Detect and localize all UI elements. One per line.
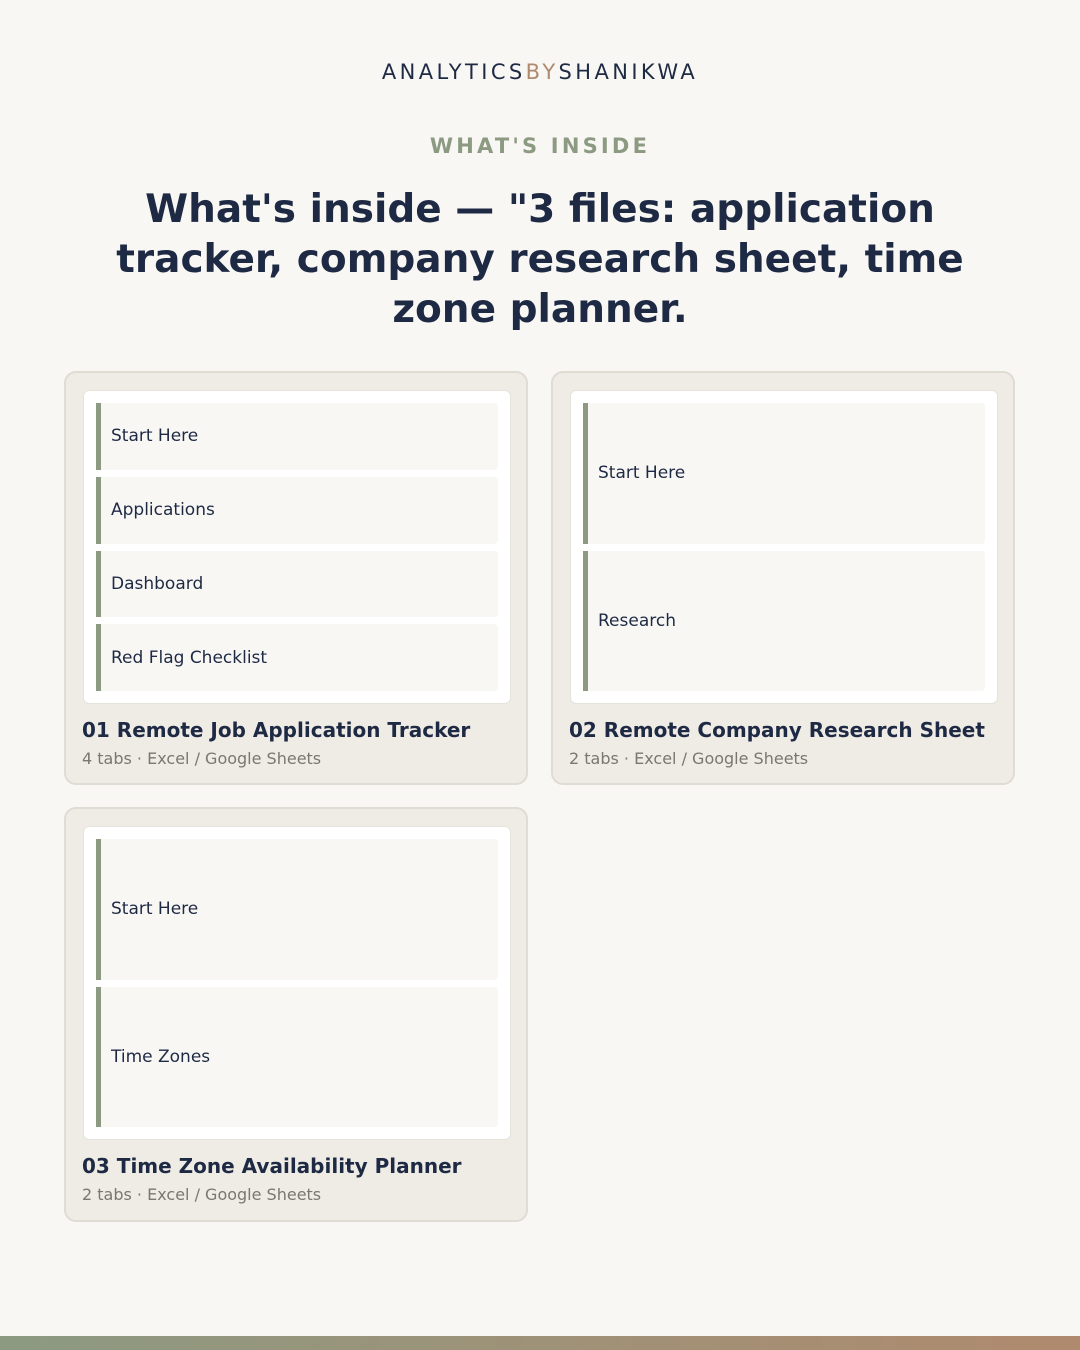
sheet-tab: Research	[583, 551, 985, 692]
tab-preview	[83, 826, 511, 1140]
sheet-tab: Start Here	[583, 403, 985, 544]
file-title: 01 Remote Job Application Tracker	[82, 718, 471, 742]
sheet-tab: Start Here	[96, 839, 498, 980]
file-card-2	[551, 371, 1015, 785]
file-subtitle: 2 tabs · Excel / Google Sheets	[569, 749, 809, 768]
section-eyebrow: WHAT'S INSIDE	[429, 134, 651, 158]
page-title: What's inside — "3 files: application tracker, company research sheet, time zone planner.	[116, 187, 964, 332]
brand-wordmark	[0, 60, 1080, 84]
sheet-tab: Dashboard	[96, 551, 498, 618]
file-title: 03 Time Zone Availability Planner	[82, 1154, 462, 1178]
gradient-footer-bar	[0, 1336, 1080, 1350]
brand-part-2: BY	[525, 60, 559, 84]
file-subtitle: 2 tabs · Excel / Google Sheets	[82, 1185, 322, 1204]
sheet-tab: Applications	[96, 477, 498, 544]
sheet-tab: Start Here	[96, 403, 498, 470]
file-title: 02 Remote Company Research Sheet	[569, 718, 985, 742]
file-card-1	[64, 371, 528, 785]
tab-preview	[83, 390, 511, 704]
tab-preview	[570, 390, 998, 704]
brand-part-3: SHANIKWA	[558, 60, 699, 84]
file-subtitle: 4 tabs · Excel / Google Sheets	[82, 749, 322, 768]
sheet-tab: Red Flag Checklist	[96, 624, 498, 691]
sheet-tab: Time Zones	[96, 987, 498, 1128]
brand-part-1: ANALYTICS	[381, 60, 526, 84]
file-card-3	[64, 807, 528, 1222]
